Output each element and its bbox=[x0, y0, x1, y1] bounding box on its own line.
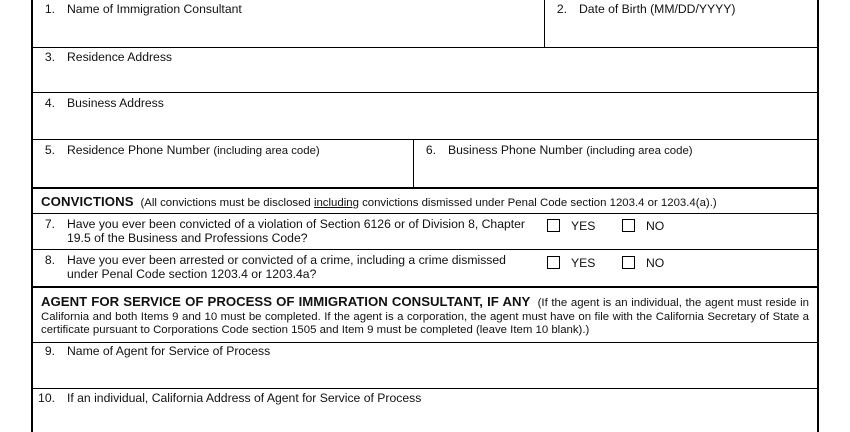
q8-yes-checkbox[interactable] bbox=[547, 256, 560, 269]
residence-address-input[interactable] bbox=[33, 64, 817, 92]
convictions-header-row bbox=[33, 189, 817, 214]
business-phone-label: 6. Business Phone Number (including area code) bbox=[425, 143, 693, 157]
convictions-header: CONVICTIONS (All convictions must be disclosed including convictions dismissed under Penal Code section 1203.4 or 1203.4(a).) bbox=[41, 194, 717, 209]
q8-no-checkbox[interactable] bbox=[622, 256, 635, 269]
row-name-dob bbox=[33, 0, 817, 48]
question-7-row bbox=[33, 214, 817, 250]
field-date-of-birth bbox=[544, 0, 817, 47]
consultant-name-label: 1. Name of Immigration Consultant bbox=[44, 2, 242, 16]
q8-no-label: NO bbox=[646, 256, 665, 270]
row-agent-name bbox=[33, 343, 817, 389]
q7-yes-checkbox[interactable] bbox=[547, 219, 560, 232]
date-of-birth-label: 2. Date of Birth (MM/DD/YYYY) bbox=[556, 2, 736, 16]
residence-phone-input[interactable] bbox=[33, 159, 413, 187]
row-agent-address bbox=[33, 389, 817, 432]
field-consultant-name bbox=[33, 0, 544, 47]
q8-yes-label: YES bbox=[571, 256, 596, 270]
business-phone-input[interactable] bbox=[414, 159, 817, 187]
agent-address-input[interactable] bbox=[33, 404, 817, 432]
row-residence-address bbox=[33, 48, 817, 93]
agent-address-label: 10. If an individual, California Address of Agent for Service of Process bbox=[38, 391, 422, 405]
agent-instructions: AGENT FOR SERVICE OF PROCESS OF IMMIGRATION CONSULTANT, IF ANY (If the agent is an individual, the agent must reside in California and both Items 9 and 10 must be completed. If the agent is a corporation, the agent must have on file with the California Secretary of State a certificate pursuant to Corporations Code section 1505 and Item 9 must be completed (leave Item 10 blank).) bbox=[41, 294, 809, 337]
field-residence-phone bbox=[33, 140, 413, 187]
question-8-row bbox=[33, 250, 817, 288]
row-business-address bbox=[33, 93, 817, 140]
row-phone-numbers bbox=[33, 140, 817, 189]
application-form bbox=[31, 0, 819, 432]
q7-yes-label: YES bbox=[571, 219, 596, 233]
residence-phone-label: 5. Residence Phone Number (including area code) bbox=[44, 143, 320, 157]
q7-no-checkbox[interactable] bbox=[622, 219, 635, 232]
q7-no-label: NO bbox=[646, 219, 665, 233]
agent-name-label: 9. Name of Agent for Service of Process bbox=[44, 344, 271, 358]
business-address-label: 4. Business Address bbox=[44, 96, 164, 110]
residence-address-label: 3. Residence Address bbox=[44, 50, 173, 64]
consultant-name-input[interactable] bbox=[33, 19, 544, 47]
business-address-input[interactable] bbox=[33, 111, 817, 139]
agent-header-row bbox=[33, 288, 817, 343]
question-7-text: 7. Have you ever been convicted of a violation of Section 6126 or of Division 8, Chapter 19.5 of the Business and Professions Code? bbox=[44, 217, 525, 245]
agent-name-input[interactable] bbox=[33, 360, 817, 388]
date-of-birth-input[interactable] bbox=[545, 19, 817, 47]
field-business-phone bbox=[413, 140, 817, 187]
question-8-text: 8. Have you ever been arrested or convicted of a crime, including a crime dismissed under Penal Code section 1203.4 or 1203.4a? bbox=[44, 253, 506, 281]
